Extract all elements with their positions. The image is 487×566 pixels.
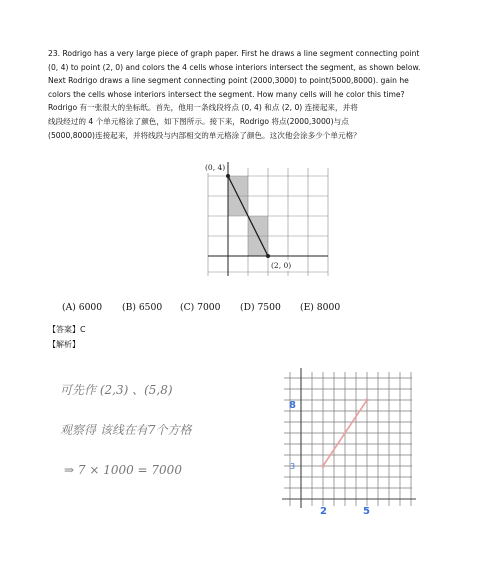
choice-d: (D) 7500 — [240, 302, 281, 313]
sketch-grid-lines — [284, 372, 412, 506]
shaded-cell — [228, 176, 248, 196]
hand-line-1: 可先作 (2,3) 、(5,8) — [60, 383, 173, 397]
sketch-grid-figure — [280, 366, 420, 518]
label-y-3: 3 — [290, 462, 296, 471]
choice-a: (A) 6000 — [62, 302, 103, 313]
handwritten-notes — [60, 372, 270, 522]
problem-line: Next Rodrigo draws a line segment connecting point (2000,3000) to point(5000,8000). gain he — [48, 76, 409, 86]
problem-line-chinese: 线段经过的 4 个单元格涂了颜色，如下图所示。接下来，Rodrigo 将点(2000,3000)与点 — [48, 116, 349, 126]
choice-e: (E) 8000 — [300, 302, 341, 313]
label-point-top: (0, 4) — [205, 163, 226, 172]
choice-b: (B) 6500 — [122, 302, 163, 313]
hand-line-2: 观察得 该线在有7个方格 — [60, 423, 192, 437]
problem-text — [48, 47, 440, 142]
problem-line: 23. Rodrigo has a very large piece of graph paper. First he draws a line segment connecting point — [48, 49, 420, 58]
label-x-2: 2 — [320, 506, 327, 517]
point-bottom — [266, 254, 270, 258]
shaded-cell — [248, 236, 268, 256]
shaded-cell — [228, 196, 248, 216]
sketch-point-end — [365, 398, 368, 401]
label-y-8: 8 — [289, 400, 296, 411]
label-point-bottom: (2, 0) — [271, 261, 292, 270]
sketch-point-start — [321, 464, 324, 467]
explanation-label: 【解析】 — [48, 340, 80, 349]
problem-line-chinese: Rodrigo 有一张很大的坐标纸。首先，他用一条线段将点 (0, 4) 和点 (2, 0) 连接起来，并将 — [48, 103, 358, 113]
hand-line-3: ⇒ 7 × 1000 = 7000 — [64, 463, 182, 477]
problem-line: colors the cells whose interiors intersect the segment. How many cells will he color this time? — [48, 89, 405, 99]
grid-lines — [208, 168, 328, 276]
point-top — [226, 174, 230, 178]
graph-figure — [198, 158, 330, 278]
problem-line: (0, 4) to point (2, 0) and colors the 4 cells whose interiors intersect the segment, as shown below. — [48, 62, 421, 72]
shaded-cell — [248, 216, 268, 236]
label-x-5: 5 — [363, 506, 370, 517]
answer-label: 【答案】C — [48, 325, 86, 334]
choice-c: (C) 7000 — [180, 302, 221, 313]
problem-line-chinese: (5000,8000)连接起来，并将线段与内部相交的单元格涂了颜色。这次他会涂多少个单元格？ — [48, 130, 361, 140]
